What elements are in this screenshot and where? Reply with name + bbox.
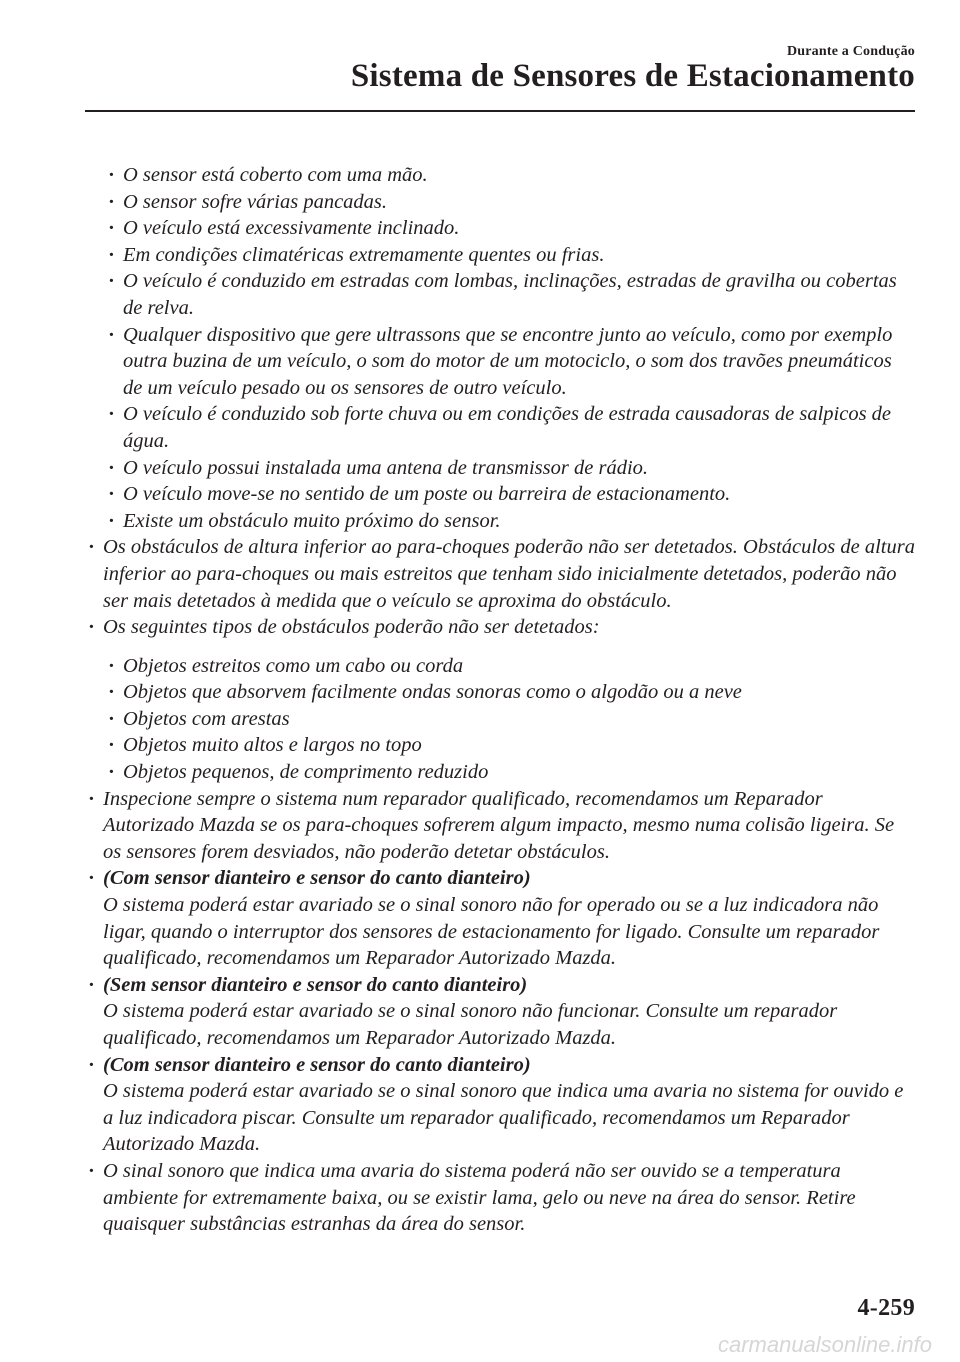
list-item: · O veículo move-se no sentido de um poste ou barreira de estacionamento. [85,481,915,508]
list-item: · Objetos com arestas [85,706,915,733]
list-item: · Os seguintes tipos de obstáculos poderão não ser detetados: [85,614,915,641]
subheading: · (Com sensor dianteiro e sensor do canto dianteiro) [103,867,531,890]
page-header [0,0,960,120]
list-item: · O veículo possui instalada uma antena de transmissor de rádio. [85,455,915,482]
list-item: · Objetos muito altos e largos no topo [85,732,915,759]
list-item: · O veículo é conduzido sob forte chuva ou em condições de estrada causadoras de salpicos de água. [85,401,915,454]
chapter-title: Sistema de Sensores de Estacionamento [350,58,915,94]
list-item: · Os obstáculos de altura inferior ao para-choques poderão não ser detetados. Obstáculos de altura inferior ao para-choques ou mais estreitos que tenham sido inicialmente detetados, poderão não ser mais detetados à medida que o veículo se aproxima do obstáculo. [85,534,915,614]
subheading: · (Sem sensor dianteiro e sensor do canto dianteiro) [103,973,528,996]
list-item: · Inspecione sempre o sistema num reparador qualificado, recomendamos um Reparador Autorizado Mazda se os para-choques sofrerem algum impacto, mesmo numa colisão ligeira. Se os sensores forem desviados, não poderão detetar obstáculos. [85,786,915,866]
watermark: carmanualsonline.info [717,1332,932,1357]
list-item: · Objetos que absorvem facilmente ondas sonoras como o algodão ou a neve [85,679,915,706]
obstacle-types-list [85,653,915,786]
paragraph: O sistema poderá estar avariado se o sinal sonoro não for operado ou se a luz indicadora não ligar, quando o interruptor dos sensores de estacionamento for ligado. Consulte um reparador qualificado, recomendamos um Reparador Autorizado Mazda. [103,894,880,970]
list-item [85,972,915,1052]
notes-list-top [85,534,915,640]
list-item: · O sensor está coberto com uma mão. [85,162,915,189]
paragraph: O sistema poderá estar avariado se o sinal sonoro que indica uma avaria no sistema for ouvido e a luz indicadora piscar. Consulte um reparador qualificado, recomendamos um Reparador Autorizado Mazda. [103,1080,904,1156]
page-number: 4-259 [857,1295,915,1321]
section-label: Durante a Condução [786,44,915,59]
header-rule [85,110,915,112]
list-item: · Qualquer dispositivo que gere ultrassons que se encontre junto ao veículo, como por exemplo outra buzina de um veículo, o som do motor de um motociclo, o som dos travões pneumáticos de um veículo pesado ou os sensores de outro veículo. [85,322,915,402]
list-item: · O veículo está excessivamente inclinado. [85,215,915,242]
conditions-list [85,162,915,534]
list-item: · Existe um obstáculo muito próximo do sensor. [85,508,915,535]
list-item [85,1052,915,1158]
list-item: · Objetos estreitos como um cabo ou corda [85,653,915,680]
notes-list-bottom [85,786,915,1238]
paragraph: O sistema poderá estar avariado se o sinal sonoro não funcionar. Consulte um reparador qualificado, recomendamos um Reparador Autorizado Mazda. [103,1000,838,1049]
list-item [85,865,915,971]
page-content [85,162,915,1238]
list-item: · O sensor sofre várias pancadas. [85,189,915,216]
list-item: · Em condições climatéricas extremamente quentes ou frias. [85,242,915,269]
list-item: · O veículo é conduzido em estradas com lombas, inclinações, estradas de gravilha ou cobertas de relva. [85,268,915,321]
list-item: · O sinal sonoro que indica uma avaria do sistema poderá não ser ouvido se a temperatura ambiente for extremamente baixa, ou se existir lama, gelo ou neve na área do sensor. Retire quaisquer substâncias estranhas da área do sensor. [85,1158,915,1238]
list-item: · Objetos pequenos, de comprimento reduzido [85,759,915,786]
subheading: · (Com sensor dianteiro e sensor do canto dianteiro) [103,1053,531,1076]
